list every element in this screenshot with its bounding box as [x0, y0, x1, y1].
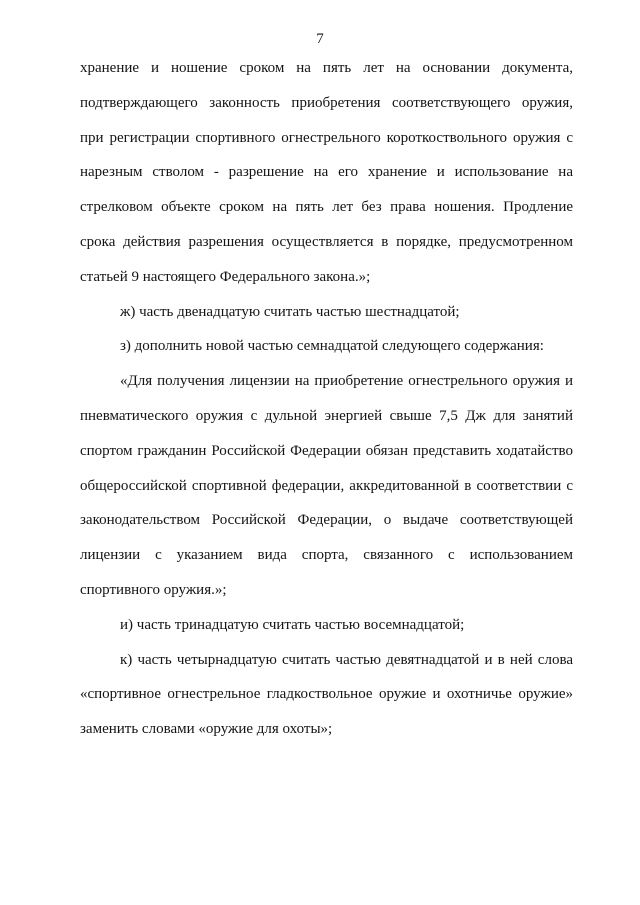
text-line: подтверждающего законность приобретения соответствующего оружия,	[80, 94, 573, 111]
paragraph-item-zh	[80, 302, 573, 337]
text-line: пневматического оружия с дульной энергией свыше 7,5 Дж для занятий	[80, 407, 573, 424]
text-line: законодательством Российской Федерации, о выдаче соответствующей	[80, 512, 573, 529]
text-line: спортом гражданин Российской Федерации обязан представить ходатайство	[80, 442, 573, 459]
page-number: 7	[316, 31, 324, 47]
text-line: общероссийской спортивной федерации, аккредитованной в соответствии с	[80, 477, 573, 494]
paragraph-item-z	[80, 336, 573, 371]
text-line: заменить словами «оружие для охоты»;	[80, 721, 333, 738]
text-line: лицензии с указанием вида спорта, связанного с использованием	[80, 547, 573, 564]
paragraph-item-i	[80, 615, 573, 650]
text-line: хранение и ношение сроком на пять лет на основании документа,	[80, 60, 573, 76]
text-line: статьей 9 настоящего Федерального закона.»;	[80, 268, 371, 285]
text-line: ж) часть двенадцатую считать частью шестнадцатой;	[120, 303, 460, 320]
text-line: спортивного оружия.»;	[80, 581, 227, 598]
paragraph-license-terms	[80, 58, 573, 302]
document-body	[80, 58, 573, 754]
paragraph-item-k	[80, 650, 573, 754]
text-line: срока действия разрешения осуществляется в порядке, предусмотренном	[80, 233, 573, 250]
text-line: з) дополнить новой частью семнадцатой следующего содержания:	[120, 338, 544, 355]
text-line: и) часть тринадцатую считать частью восемнадцатой;	[120, 616, 465, 633]
text-line: «спортивное огнестрельное гладкоствольное оружие и охотничье оружие»	[80, 686, 573, 703]
text-line: нарезным стволом - разрешение на его хранение и использование на	[80, 164, 573, 181]
text-line: к) часть четырнадцатую считать частью девятнадцатой и в ней слова	[120, 651, 573, 668]
text-line: при регистрации спортивного огнестрельного короткоствольного оружия с	[80, 129, 573, 146]
text-line: «Для получения лицензии на приобретение огнестрельного оружия и	[120, 373, 573, 390]
paragraph-quoted-part-seventeen	[80, 371, 573, 615]
text-line: стрелковом объекте сроком на пять лет без права ношения. Продление	[80, 199, 573, 216]
